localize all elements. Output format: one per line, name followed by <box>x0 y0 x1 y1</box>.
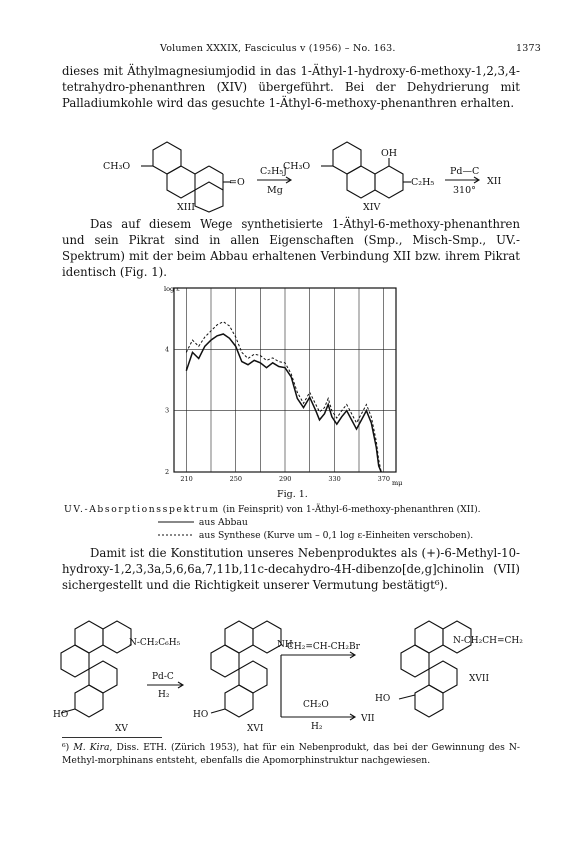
reagent-bottom-b: 310° <box>453 185 476 196</box>
y-tick-label: 3 <box>165 406 170 415</box>
hydrogen-label: H₂ <box>311 722 323 732</box>
ring <box>103 621 131 653</box>
ring <box>415 621 443 653</box>
ring <box>347 166 375 198</box>
methoxy-label-a: CH₃O <box>103 161 131 172</box>
ring <box>153 142 181 174</box>
ring <box>195 182 223 212</box>
product-label-xii: XII <box>487 176 502 187</box>
figure-caption <box>64 504 481 515</box>
reagent-top-a: C₂H₅J <box>260 166 287 177</box>
reaction-scheme-1 <box>95 136 515 212</box>
ring <box>415 685 443 717</box>
ring <box>167 166 195 198</box>
y-axis-label: log ε <box>164 285 180 293</box>
oxo-label: =O <box>229 177 245 188</box>
ring <box>75 685 103 717</box>
ethyl-label: C₂H₅ <box>411 177 435 188</box>
hydroxy-label-a: HO <box>53 710 69 720</box>
footnote-author: M. Kira <box>73 742 110 753</box>
ring <box>225 685 253 717</box>
ring <box>61 645 89 677</box>
footnote-text: , Diss. ETH. (Zürich 1953), hat für ein Nebenprodukt, das bei der Gewinnung des N-Methyl-morphinans entsteht, ebenfalls die Apomorphinstruktur nachgewiesen. <box>62 742 521 766</box>
compound-label-xv: XV <box>115 724 128 734</box>
ring <box>401 645 429 677</box>
y-tick-label: 2 <box>165 468 170 476</box>
legend-solid-label: aus Abbau <box>198 517 248 528</box>
nh-label: NH <box>277 640 293 650</box>
footnote <box>62 741 520 767</box>
footnote-rule <box>62 737 162 738</box>
allyl-bromide-label: CH₂=CH-CH₂Br <box>287 642 360 652</box>
ring <box>375 166 403 198</box>
ring <box>211 645 239 677</box>
x-tick-label: 290 <box>279 475 292 483</box>
x-axis-unit: mμ <box>392 479 403 487</box>
reagent-pd-c: Pd-C <box>152 672 174 682</box>
figure-label: Fig. 1. <box>277 489 308 500</box>
ring <box>89 661 117 693</box>
y-tick-label: 4 <box>165 345 170 354</box>
hydroxy-label-b: HO <box>193 710 209 720</box>
formaldehyde-label: CH₂O <box>303 700 329 710</box>
chart-grid <box>174 288 396 472</box>
reagent-h2-a: H₂ <box>158 690 170 700</box>
legend-solid <box>158 517 248 528</box>
compound-label-xiv: XIV <box>363 202 381 213</box>
paragraph-3: Damit ist die Konstitution unseres Nebenproduktes als (+)-6-Methyl-10-hydroxy-1,2,3,3a,5,6,6a,7,11b,11c-decahydro-4H-dibenzo[de,g]chinolin (VII) sichergestellt und die Richtigkeit unserer Vermutung bestätigt⁶). <box>62 546 520 592</box>
legend-dashed-swatch <box>158 530 196 538</box>
product-vii-label: VII <box>361 714 375 724</box>
legend-solid-swatch <box>158 517 196 525</box>
ring <box>333 142 361 174</box>
footnote-marker: ⁶) <box>62 742 70 753</box>
chart-series <box>186 322 381 472</box>
x-tick-label: 330 <box>328 475 341 483</box>
hydroxy-label-c: HO <box>375 694 391 704</box>
paragraph-2: Das auf diesem Wege synthetisierte 1-Äthyl-6-methoxy-phenanthren und sein Pikrat sind in allen Eigenschaften (Smp., Misch-Smp., UV.-Spektrum) mit der beim Abbau erhaltenen Verbindung XII bzw. ihrem Pikrat identisch (Fig. 1). <box>62 217 520 279</box>
ring <box>225 621 253 653</box>
reaction-scheme-2 <box>55 615 525 733</box>
legend-dashed-label: aus Synthese (Kurve um – 0,1 log ε-Einheiten verschoben). <box>198 530 474 541</box>
running-header: Volumen XXXIX, Fasciculus v (1956) – No. 163. <box>160 43 396 54</box>
reagent-top-b: Pd—C <box>450 166 480 177</box>
compound-label-xvi: XVI <box>247 724 264 734</box>
x-tick-label: 250 <box>229 475 243 483</box>
series-line-dashed <box>186 322 381 472</box>
page-number: 1373 <box>516 43 541 54</box>
methoxy-label-b: CH₃O <box>283 161 311 172</box>
caption-prefix: UV.-Absorptionsspektrum <box>64 504 220 515</box>
legend-dashed <box>158 530 473 541</box>
n-benzyl-label: N-CH₂C₆H₅ <box>129 638 181 648</box>
ring <box>239 661 267 693</box>
ring <box>429 661 457 693</box>
uv-absorption-chart <box>160 282 410 488</box>
n-allyl-label: N-CH₂CH=CH₂ <box>453 636 523 646</box>
compound-label-xiii: XIII <box>177 202 196 213</box>
reagent-bottom-a: Mg <box>267 185 283 196</box>
ring <box>75 621 103 653</box>
paragraph-1: dieses mit Äthylmagnesiumjodid in das 1-Äthyl-1-hydroxy-6-methoxy-1,2,3,4-tetrahydro-phenanthren (XIV) übergeführt. Bei der Dehydrierung mit Palladiumkohle wird das gesuchte 1-Äthyl-6-methoxy-phenanthren erhalten. <box>62 64 520 110</box>
x-tick-label: 210 <box>180 475 193 483</box>
compound-label-xvii: XVII <box>469 674 490 684</box>
caption-rest: (in Feinsprit) von 1-Äthyl-6-methoxy-phenanthren (XII). <box>219 504 481 515</box>
x-tick-label: 370 <box>377 475 391 483</box>
hydroxy-label: OH <box>381 148 398 159</box>
series-line-solid <box>186 334 381 472</box>
